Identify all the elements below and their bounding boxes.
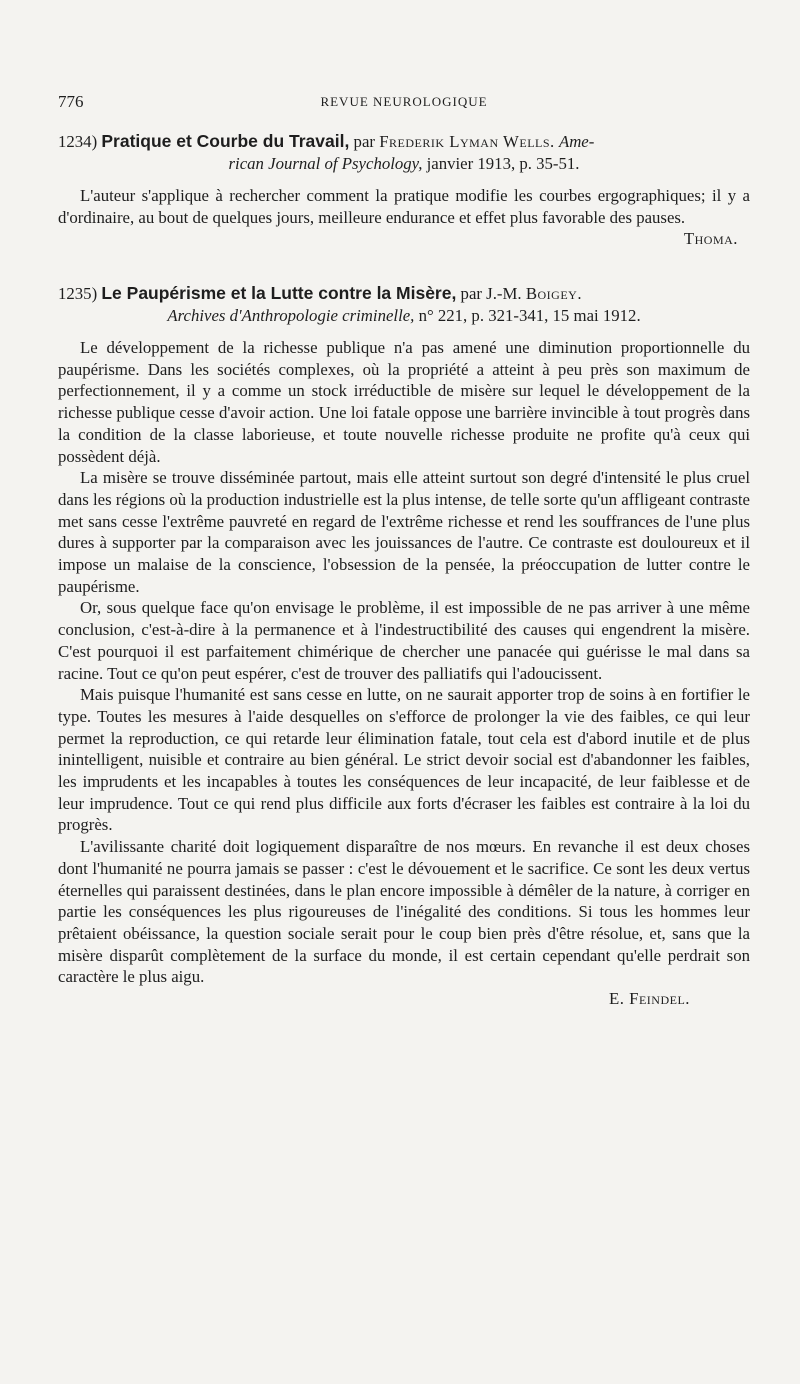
- running-head: [58, 92, 750, 112]
- source-journal: Archives d'Anthropologie criminelle,: [167, 306, 415, 325]
- article-title: Pratique et Courbe du Travail,: [101, 131, 350, 151]
- article-heading: [58, 130, 750, 153]
- paragraph: L'auteur s'applique à rechercher comment la pratique modifie les courbes ergographiques; il y a d'ordinaire, au bout de quelques jours, meilleure endurance et effet plus favorable des pauses.: [58, 186, 750, 227]
- source-details: janvier 1913, p. 35-51.: [426, 154, 580, 173]
- paragraph: Or, sous quelque face qu'on envisage le problème, il est impossible de ne pas arriver à une même conclusion, c'est-à-dire à la permanence et à l'indestructibilité des causes qui engendrent la misère. C'est pourquoi il est parfaitement chimérique de chercher une panacée qui guérisse le mal dans sa racine. Tout ce qu'on peut espérer, c'est de trouver des palliatifs qui l'adoucissent.: [58, 598, 750, 683]
- article-source: [58, 305, 750, 327]
- reviewer-signature: E. Feindel.: [609, 989, 690, 1009]
- article-number: 1234): [58, 132, 98, 151]
- article-by: par J.-M.: [460, 284, 522, 303]
- page-number: 776: [58, 92, 84, 111]
- paragraph: Mais puisque l'humanité est sans cesse en lutte, on ne saurait apporter trop de soins à en fortifier le type. Toutes les mesures à l'aide desquelles on s'efforce de prolonger la vie des faibles, ce qui leur permet la reproduction, ce qui retarde leur élimination fatale, tout cela est d'abord inutile et de plus inintelligent, nuisible et contraire au bien général. Le strict devoir social est d'abandonner les faibles, les imprudents et les incapables à toutes les conséquences de leur incapacité, de leur faiblesse et de leur imprudence. Tout ce qui rend plus difficile aux forts d'écraser les faibles est contraire à la loi du progrès.: [58, 685, 750, 835]
- journal-title: REVUE NEUROLOGIQUE: [320, 94, 488, 109]
- source-details: n° 221, p. 321-341, 15 mai 1912.: [418, 306, 641, 325]
- source-journal-start: Ame-: [558, 132, 595, 151]
- paragraph: L'avilissante charité doit logiquement disparaître de nos mœurs. En revanche il est deux choses dont l'humanité ne pourra jamais se passer : c'est le dévouement et le sacrifice. Ce sont les deux vertus éternelles qui paraissent destinées, dans le plan encore impossible à démêler de la nature, à corriger en partie les conséquences les plus rigoureuses de l'inégalité des conditions. Si tous les hommes leur prêtaient obéissance, la question sociale serait pour le coup bien près d'être résolue, et, sans que la misère disparût complètement de la surface du monde, il est certain cependant qu'elle perdrait son caractère le plus aigu.: [58, 837, 750, 987]
- source-journal: rican Journal of Psychology,: [228, 154, 423, 173]
- article-source: [58, 153, 750, 175]
- article-1235: [58, 282, 750, 1010]
- article-number: 1235): [58, 284, 98, 303]
- reviewer-signature: Thoma.: [683, 229, 738, 249]
- article-author: Boigey.: [525, 284, 583, 303]
- article-title: Le Paupérisme et la Lutte contre la Misère,: [101, 283, 457, 303]
- article-by: par: [353, 132, 375, 151]
- article-1234: [58, 130, 750, 250]
- paragraph: Le développement de la richesse publique n'a pas amené une diminution proportionnelle du paupérisme. Dans les sociétés complexes, où la propriété a atteint à peu près son maximum de perfectionnement, il y a comme un stock irréductible de misère sur lequel le développement de la richesse publique cesse d'avoir action. Une loi fatale oppose une barrière invincible à tout progrès dans la condition de la classe laborieuse, et toute nouvelle richesse produite ne profite qu'à ceux qui possèdent déjà.: [58, 338, 750, 466]
- article-author: Frederik Lyman Wells.: [379, 132, 555, 151]
- paragraph: La misère se trouve disséminée partout, mais elle atteint surtout son degré d'intensité le plus cruel dans les régions où la production industrielle est la plus intense, de telle sorte qu'un affligeant contraste met sans cesse l'extrême pauvreté en regard de l'extrême richesse et rend les souffrances de l'une plus dures à supporter par la comparaison avec les jouissances de l'autre. Ce contraste est douloureux et il impose un malaise de la conscience, l'obsession de la pensée, la préoccupation de lutter contre le paupérisme.: [58, 468, 750, 596]
- article-heading: [58, 282, 750, 305]
